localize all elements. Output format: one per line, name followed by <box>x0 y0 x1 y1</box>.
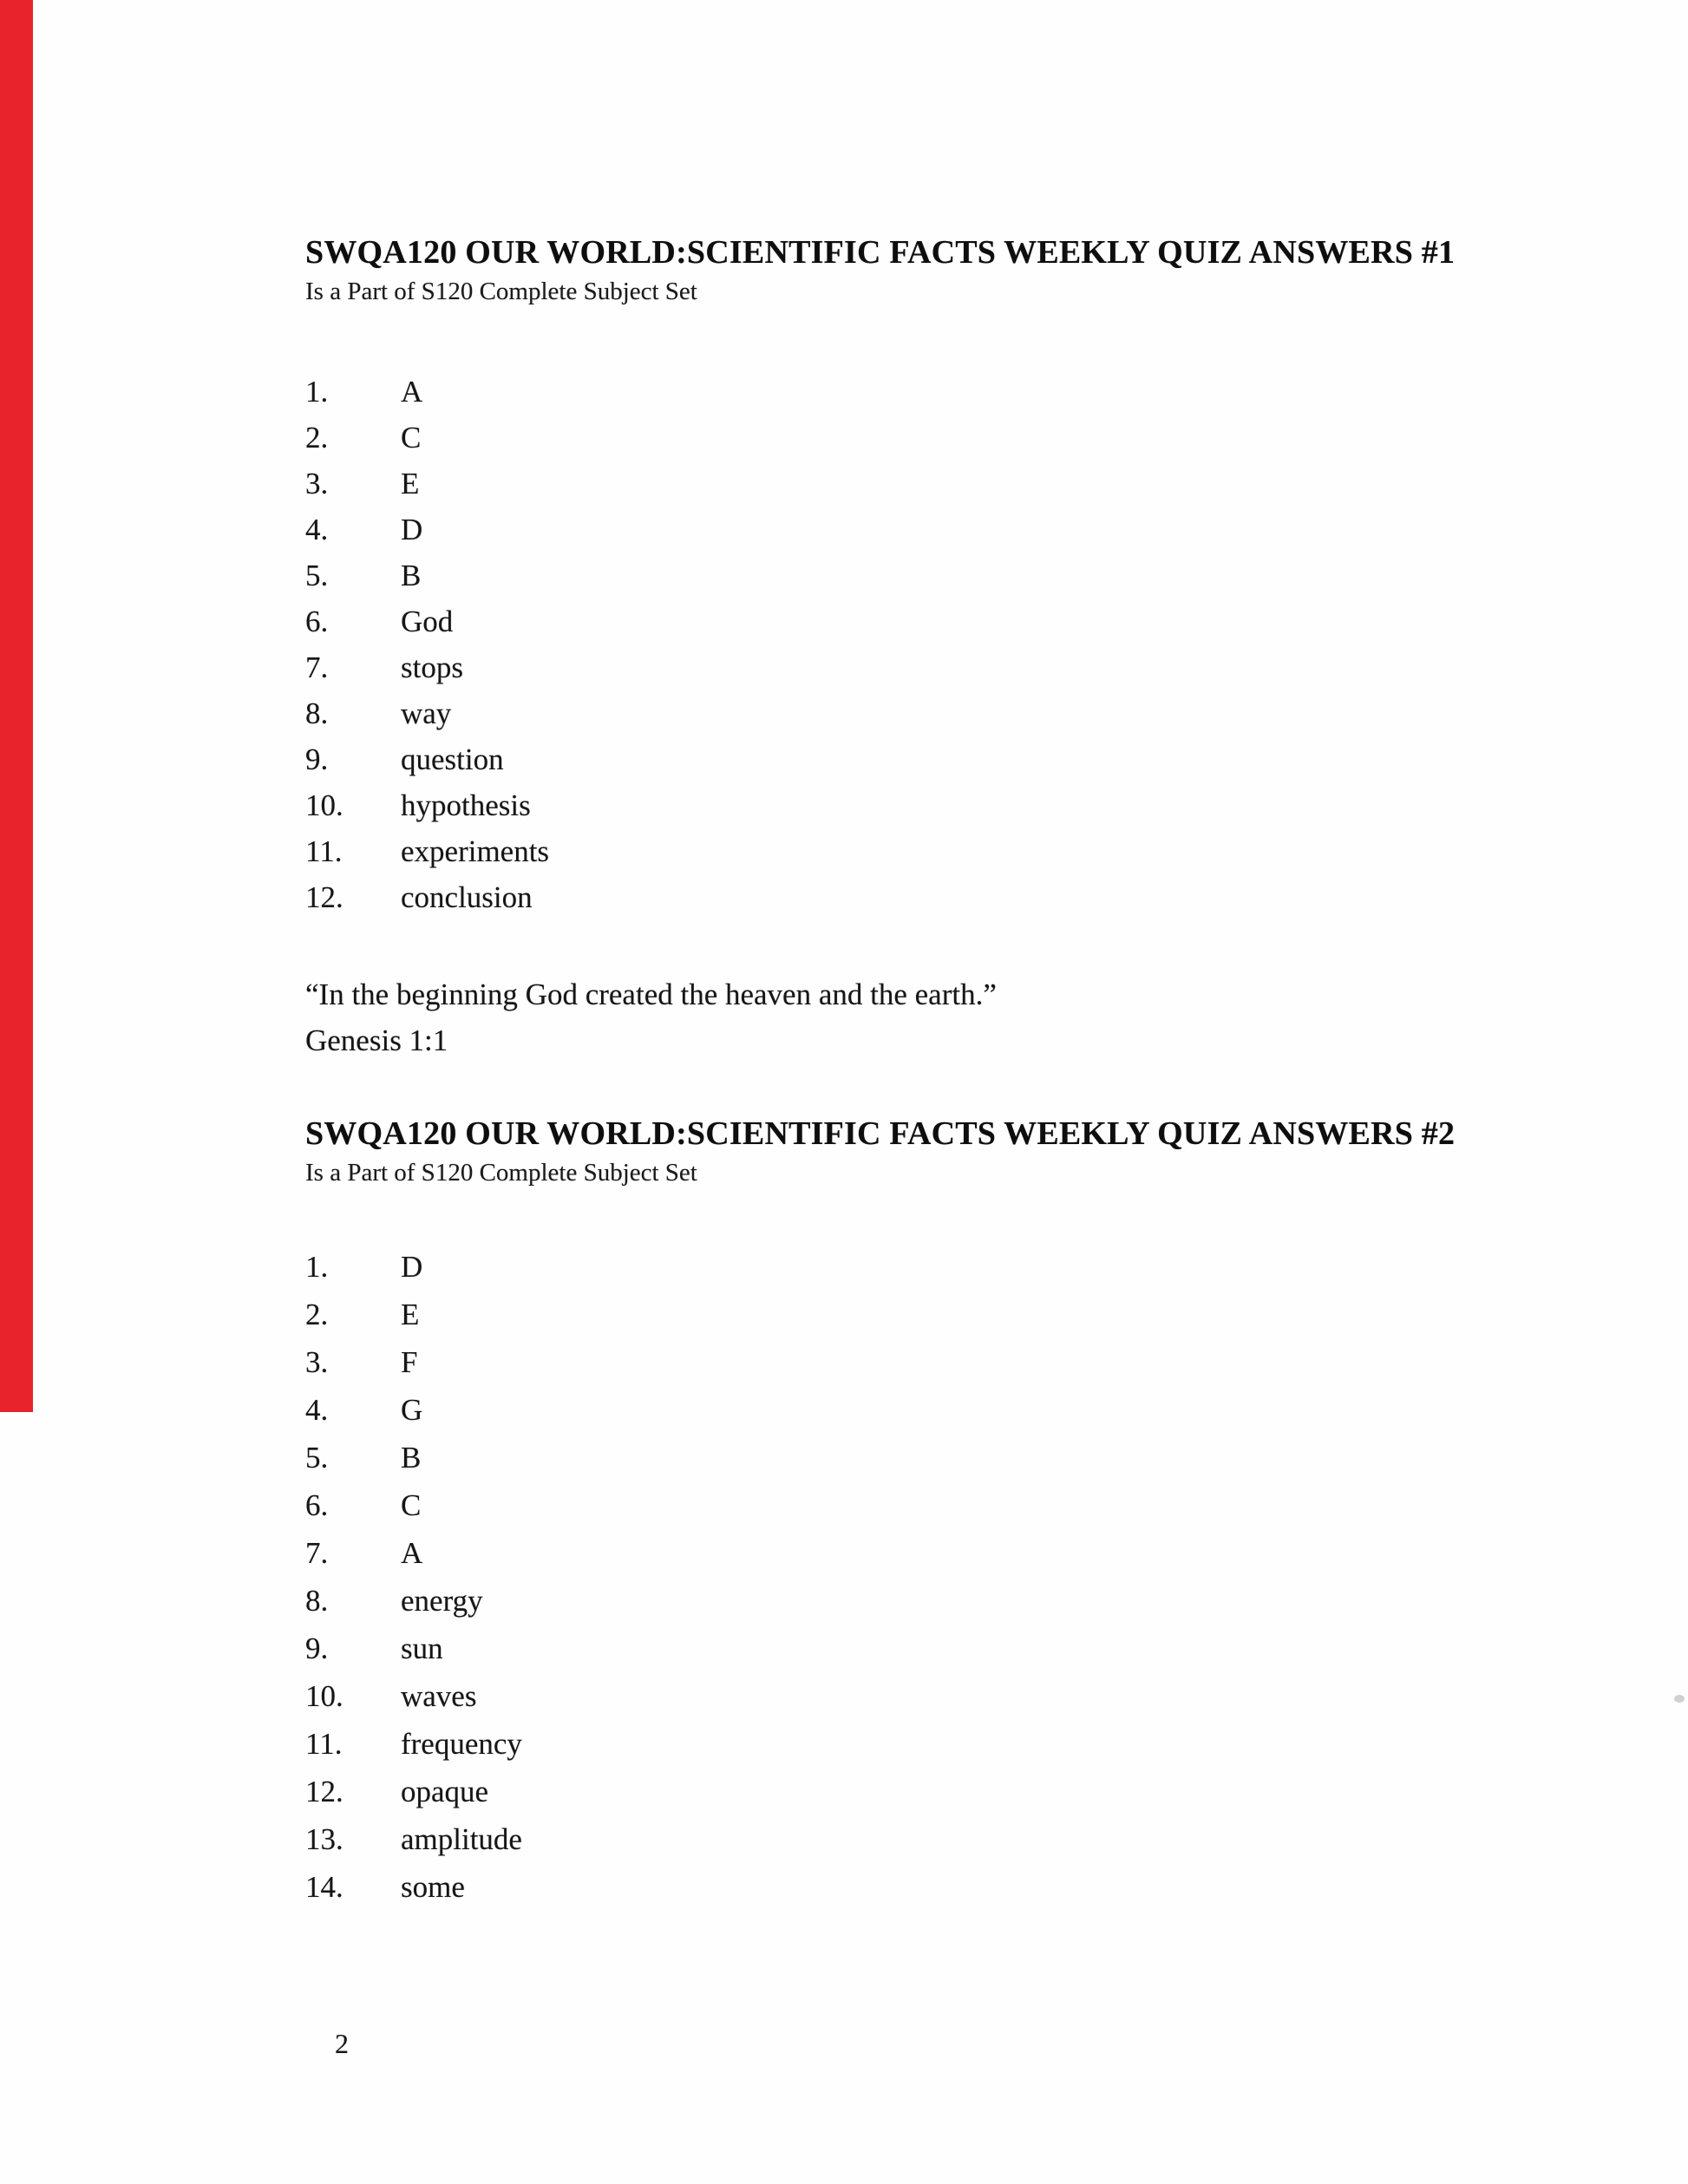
red-scan-edge-artifact <box>0 0 33 1412</box>
answer-row <box>305 553 549 598</box>
answer-text: A <box>401 374 423 409</box>
answer-row <box>305 507 549 553</box>
scripture-reference: Genesis 1:1 <box>305 1023 448 1057</box>
answer-text: conclusion <box>401 879 533 914</box>
answer-row <box>305 1434 522 1481</box>
answer-row <box>305 369 549 415</box>
quiz-1-title: SWQA120 OUR WORLD:SCIENTIFIC FACTS WEEKLY QUIZ ANSWERS #1 <box>305 234 1456 271</box>
answer-number: 2. <box>305 420 329 454</box>
answer-number: 7. <box>305 1535 329 1570</box>
quiz-1-answer-list <box>305 369 549 920</box>
answer-number: 9. <box>305 742 329 776</box>
answer-text: D <box>401 512 423 546</box>
answer-row <box>305 828 549 874</box>
answer-text: opaque <box>401 1774 489 1808</box>
answer-text: B <box>401 558 422 592</box>
answer-number: 5. <box>305 1440 329 1475</box>
answer-text: F <box>401 1344 418 1379</box>
answer-number: 4. <box>305 1392 329 1427</box>
answer-number: 12. <box>305 1774 343 1808</box>
answer-text: G <box>401 1392 423 1427</box>
quiz-2-title: SWQA120 OUR WORLD:SCIENTIFIC FACTS WEEKLY QUIZ ANSWERS #2 <box>305 1115 1456 1152</box>
answer-text: C <box>401 1488 422 1522</box>
answer-text: A <box>401 1535 423 1570</box>
answer-row <box>305 415 549 461</box>
answer-text: E <box>401 466 420 500</box>
answer-number: 3. <box>305 1344 329 1379</box>
answer-text: waves <box>401 1678 477 1713</box>
answer-row <box>305 1529 522 1577</box>
scan-speck-artifact <box>1674 1695 1685 1703</box>
answer-text: D <box>401 1249 423 1284</box>
answer-row <box>305 1672 522 1720</box>
answer-number: 12. <box>305 879 343 914</box>
answer-row <box>305 1625 522 1672</box>
answer-text: C <box>401 420 422 454</box>
answer-number: 6. <box>305 604 329 638</box>
answer-number: 10. <box>305 1678 343 1713</box>
answer-number: 6. <box>305 1488 329 1522</box>
answer-number: 14. <box>305 1869 343 1904</box>
answer-row <box>305 598 549 644</box>
answer-text: B <box>401 1440 422 1475</box>
answer-row <box>305 736 549 782</box>
answer-number: 5. <box>305 558 329 592</box>
answer-number: 11. <box>305 834 343 868</box>
quiz-2-answer-list <box>305 1243 522 1911</box>
answer-row <box>305 1577 522 1625</box>
answer-number: 9. <box>305 1631 329 1665</box>
answer-number: 8. <box>305 696 329 730</box>
answer-row <box>305 782 549 828</box>
answer-text: experiments <box>401 834 550 868</box>
answer-number: 10. <box>305 788 343 822</box>
quiz-2-subtitle: Is a Part of S120 Complete Subject Set <box>305 1159 697 1187</box>
quiz-1-subtitle: Is a Part of S120 Complete Subject Set <box>305 278 697 305</box>
answer-row <box>305 1768 522 1815</box>
answer-row <box>305 1338 522 1386</box>
answer-text: sun <box>401 1631 443 1665</box>
answer-row <box>305 1863 522 1911</box>
answer-text: hypothesis <box>401 788 531 822</box>
answer-row <box>305 1291 522 1338</box>
scripture-quote: “In the beginning God created the heaven and the earth.” <box>305 978 997 1011</box>
answer-text: E <box>401 1297 420 1331</box>
answer-text: question <box>401 742 504 776</box>
answer-number: 7. <box>305 650 329 684</box>
answer-number: 13. <box>305 1821 343 1856</box>
answer-row <box>305 1481 522 1529</box>
answer-number: 2. <box>305 1297 329 1331</box>
answer-row <box>305 1815 522 1863</box>
answer-row <box>305 644 549 690</box>
answer-row <box>305 1243 522 1291</box>
answer-text: frequency <box>401 1726 522 1761</box>
answer-text: way <box>401 696 452 730</box>
answer-text: God <box>401 604 454 638</box>
answer-text: energy <box>401 1583 483 1618</box>
page-number: 2 <box>335 2028 349 2059</box>
answer-row <box>305 690 549 736</box>
answer-row <box>305 874 549 920</box>
answer-number: 8. <box>305 1583 329 1618</box>
answer-number: 11. <box>305 1726 343 1761</box>
answer-number: 1. <box>305 1249 329 1284</box>
answer-number: 1. <box>305 374 329 409</box>
answer-row <box>305 461 549 507</box>
answer-number: 3. <box>305 466 329 500</box>
answer-row <box>305 1720 522 1768</box>
answer-text: stops <box>401 650 463 684</box>
answer-row <box>305 1386 522 1434</box>
answer-text: amplitude <box>401 1821 522 1856</box>
answer-number: 4. <box>305 512 329 546</box>
answer-text: some <box>401 1869 465 1904</box>
